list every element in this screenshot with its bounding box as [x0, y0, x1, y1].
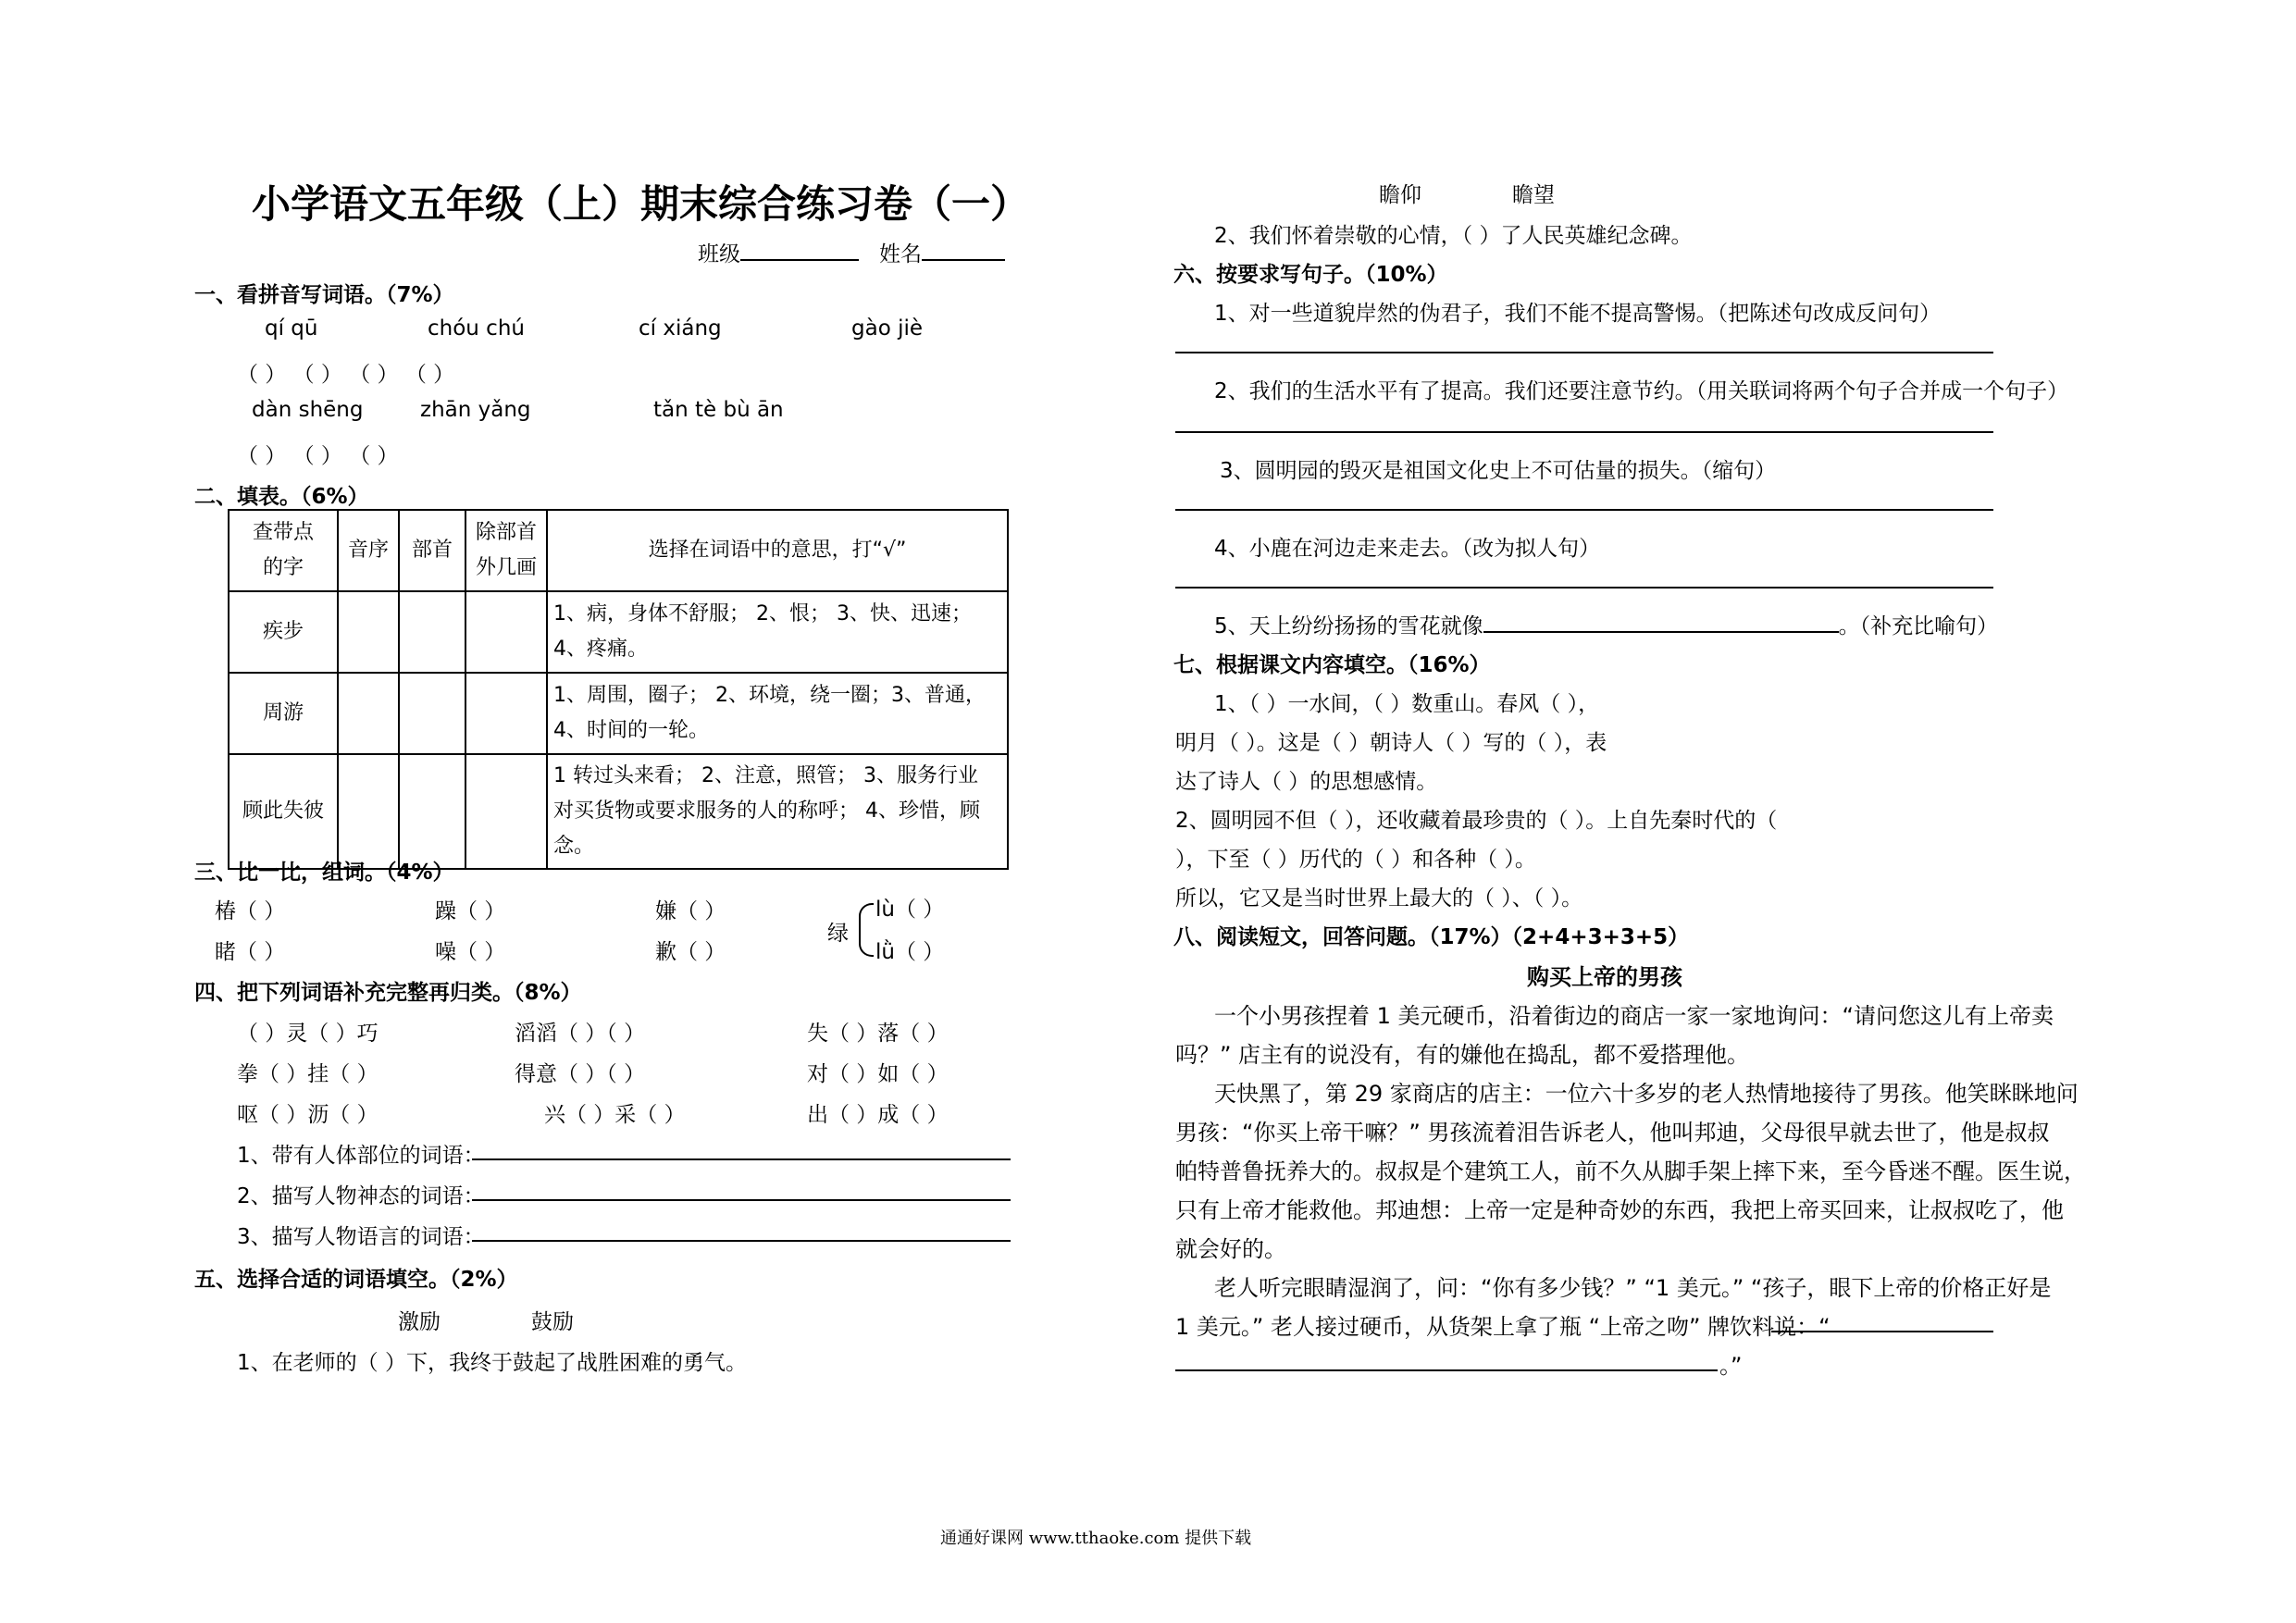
- meaning-cell[interactable]: 1、病，身体不舒服； 2、恨； 3、快、迅速； 4、疼痛。: [547, 591, 1008, 673]
- story-line: 就会好的。: [1175, 1236, 1286, 1262]
- table-row: [229, 591, 1008, 673]
- category-1-label: 1、带有人体部位的词语：: [237, 1144, 485, 1168]
- category-3-line[interactable]: [472, 1240, 1011, 1242]
- choice-question-2[interactable]: 2、我们怀着崇敬的心情，（ ）了人民英雄纪念碑。: [1214, 224, 1693, 248]
- story-line: 只有上帝才能救他。邦迪想：上帝一定是种奇妙的东西，我把上帝买回来，让叔叔吃了，他: [1175, 1197, 2064, 1223]
- answer-cell[interactable]: [465, 591, 547, 673]
- header-strokes: 除部首 外几画: [465, 510, 547, 591]
- lv-char: 绿: [827, 922, 849, 946]
- page-title: 小学语文五年级（上）期末综合练习卷（一）: [252, 181, 1030, 227]
- answer-cell[interactable]: [338, 754, 399, 869]
- section-8-heading: 八、阅读短文，回答问题。（17%）（2+4+3+3+5）: [1173, 925, 1690, 949]
- fill-line-1[interactable]: 1、（ ）一水间，（ ）数重山。春风（ ），: [1214, 692, 1600, 716]
- idiom-5[interactable]: 得意（ ）（ ）: [515, 1062, 646, 1086]
- rewrite-question-2: 2、我们的生活水平有了提高。我们还要注意节约。（用关联词将两个句子合并成一个句子）: [1214, 379, 2069, 403]
- word-cell: 疾步: [229, 591, 338, 673]
- word-choice-1a: 激励: [398, 1310, 441, 1334]
- story-blank-1[interactable]: [1771, 1331, 1993, 1332]
- meaning-cell[interactable]: 1 转过头来看； 2、注意，照管； 3、服务行业 对买货物或要求服务的人的称呼； 4、珍惜，顾念。: [547, 754, 1008, 869]
- story-line: 老人听完眼睛湿润了，问：“你有多少钱？” “1 美元。” “孩子，眼下上帝的价格正好是: [1214, 1275, 2052, 1301]
- idiom-8[interactable]: 兴（ ）采（ ）: [544, 1103, 686, 1127]
- category-3-label: 3、描写人物语言的词语：: [237, 1225, 485, 1249]
- pinyin-5: dàn shēng: [252, 398, 364, 422]
- answer-row-1[interactable]: （ ） （ ） （ ） （ ）: [237, 363, 455, 387]
- compare-row-2c[interactable]: 歉（ ）: [655, 940, 726, 964]
- lookup-table: [228, 509, 1009, 870]
- choice-question-1[interactable]: 1、在老师的（ ）下，我终于鼓起了战胜困难的勇气。: [237, 1351, 747, 1375]
- rewrite-question-3: 3、圆明园的毁灭是祖国文化史上不可估量的损失。（缩句）: [1220, 459, 1777, 483]
- table-row: [229, 673, 1008, 754]
- fill-line-3[interactable]: 达了诗人（ ）的思想感情。: [1175, 770, 1438, 794]
- idiom-2[interactable]: 滔滔（ ）（ ）: [515, 1022, 646, 1046]
- idiom-9[interactable]: 出（ ）成（ ）: [807, 1103, 949, 1127]
- word-choice-1b: 鼓励: [531, 1310, 574, 1334]
- header-char: 查带点 的字: [229, 510, 338, 591]
- compare-row-1[interactable]: 椿（ ）: [215, 899, 286, 923]
- category-1-line[interactable]: [472, 1158, 1011, 1160]
- fill-line-6[interactable]: 所以，它又是当时世界上最大的（ ）、（ ）。: [1175, 886, 1583, 911]
- section-7-heading: 七、根据课文内容填空。（16%）: [1173, 653, 1491, 677]
- lv-reading-1[interactable]: lù（ ）: [875, 898, 945, 922]
- class-field[interactable]: [698, 237, 1005, 267]
- brace-icon: [859, 903, 874, 957]
- answer-cell[interactable]: [399, 591, 465, 673]
- header-meaning: 选择在词语中的意思，打“√”: [547, 510, 1008, 591]
- story-blank-2[interactable]: [1175, 1369, 1718, 1371]
- fill-line-2[interactable]: 明月（ ）。这是（ ）朝诗人（ ）写的（ ），表: [1175, 731, 1607, 755]
- answer-cell[interactable]: [399, 673, 465, 754]
- story-line: 吗？” 店主有的说没有，有的嫌他在捣乱，都不爱搭理他。: [1175, 1042, 1750, 1068]
- word-cell: 顾此失彼: [229, 754, 338, 869]
- section-5-heading: 五、选择合适的词语填空。（2%）: [194, 1268, 518, 1292]
- table-row: [229, 754, 1008, 869]
- answer-cell[interactable]: [338, 591, 399, 673]
- answer-line-4[interactable]: [1175, 587, 1993, 588]
- story-line: 帕特普鲁抚养大的。叔叔是个建筑工人，前不久从脚手架上摔下来，至今昏迷不醒。医生说，: [1175, 1158, 2086, 1184]
- fill-line-5[interactable]: ），下至（ ）历代的（ ）和各种（ ）。: [1175, 848, 1536, 872]
- answer-cell[interactable]: [399, 754, 465, 869]
- fill-line-4[interactable]: 2、圆明园不但（ ），还收藏着最珍贵的（ ）。上自先秦时代的（: [1175, 809, 1778, 833]
- idiom-6[interactable]: 对（ ）如（ ）: [807, 1062, 949, 1086]
- pinyin-3: cí xiáng: [639, 316, 722, 341]
- word-choice-2b: 瞻望: [1512, 183, 1555, 207]
- header-radical: 部首: [399, 510, 465, 591]
- compare-row-1b[interactable]: 躁（ ）: [435, 899, 506, 923]
- story-line: 男孩：“你买上帝干嘛？” 男孩流着泪告诉老人，他叫邦迪，父母很早就去世了，他是叔叔: [1175, 1120, 2050, 1146]
- section-3-heading: 三、比一比，组词。（4%）: [194, 861, 454, 885]
- answer-cell[interactable]: [338, 673, 399, 754]
- story-end: 。”: [1719, 1353, 1743, 1379]
- category-2-line[interactable]: [472, 1199, 1011, 1201]
- idiom-4[interactable]: 拳（ ）挂（ ）: [237, 1062, 379, 1086]
- name-label: 姓名: [878, 242, 922, 266]
- pinyin-2: chóu chú: [428, 316, 525, 341]
- story-line: 1 美元。” 老人接过硬币，从货架上拿了瓶 “上帝之吻” 牌饮料说：“: [1175, 1314, 1831, 1340]
- answer-line-3[interactable]: [1175, 509, 1993, 511]
- section-1-heading: 一、看拼音写词语。（7%）: [194, 283, 454, 307]
- answer-row-2[interactable]: （ ） （ ） （ ）: [237, 444, 399, 468]
- pinyin-4: gào jiè: [851, 316, 924, 341]
- compare-row-1c[interactable]: 嫌（ ）: [655, 899, 726, 923]
- word-choice-2a: 瞻仰: [1379, 183, 1421, 207]
- section-4-heading: 四、把下列词语补充完整再归类。（8%）: [194, 981, 582, 1005]
- answer-cell[interactable]: [465, 673, 547, 754]
- pinyin-1: qí qū: [265, 316, 318, 341]
- idiom-1[interactable]: （ ）灵（ ）巧: [237, 1022, 379, 1046]
- answer-cell[interactable]: [465, 754, 547, 869]
- answer-line-1[interactable]: [1175, 352, 1993, 353]
- compare-row-2[interactable]: 睹（ ）: [215, 940, 286, 964]
- answer-line-2[interactable]: [1175, 431, 1993, 433]
- compare-row-2b[interactable]: 噪（ ）: [435, 940, 506, 964]
- story-title: 购买上帝的男孩: [1527, 964, 1682, 990]
- rewrite-question-4: 4、小鹿在河边走来走去。（改为拟人句）: [1214, 537, 1601, 561]
- pinyin-7: tǎn tè bù ān: [653, 398, 784, 422]
- footer-credit: 通通好课网 www.tthaoke.com 提供下载: [940, 1529, 1252, 1548]
- idiom-3[interactable]: 失（ ）落（ ）: [807, 1022, 949, 1046]
- idiom-7[interactable]: 呕（ ）沥（ ）: [237, 1103, 379, 1127]
- section-6-heading: 六、按要求写句子。（10%）: [1173, 263, 1448, 287]
- rewrite-question-1: 1、对一些道貌岸然的伪君子，我们不能不提高警惕。（把陈述句改成反问句）: [1214, 302, 1942, 326]
- word-cell: 周游: [229, 673, 338, 754]
- section-2-heading: 二、填表。（6%）: [194, 485, 369, 509]
- header-initial: 音序: [338, 510, 399, 591]
- category-2-label: 2、描写人物神态的词语：: [237, 1184, 485, 1208]
- story-line: 一个小男孩捏着 1 美元硬币，沿着街边的商店一家一家地询问：“请问您这儿有上帝卖: [1214, 1003, 2054, 1029]
- lv-reading-2[interactable]: lǜ（ ）: [875, 940, 945, 964]
- pinyin-6: zhān yǎng: [420, 398, 531, 422]
- rewrite-question-5[interactable]: 5、天上纷纷扬扬的雪花就像 。（补充比喻句）: [1214, 609, 1998, 639]
- story-line: 天快黑了，第 29 家商店的店主：一位六十多岁的老人热情地接待了男孩。他笑眯眯地问: [1214, 1081, 2079, 1107]
- meaning-cell[interactable]: 1、周围，圈子； 2、环境，绕一圈；3、普通， 4、时间的一轮。: [547, 673, 1008, 754]
- class-label: 班级: [698, 242, 740, 266]
